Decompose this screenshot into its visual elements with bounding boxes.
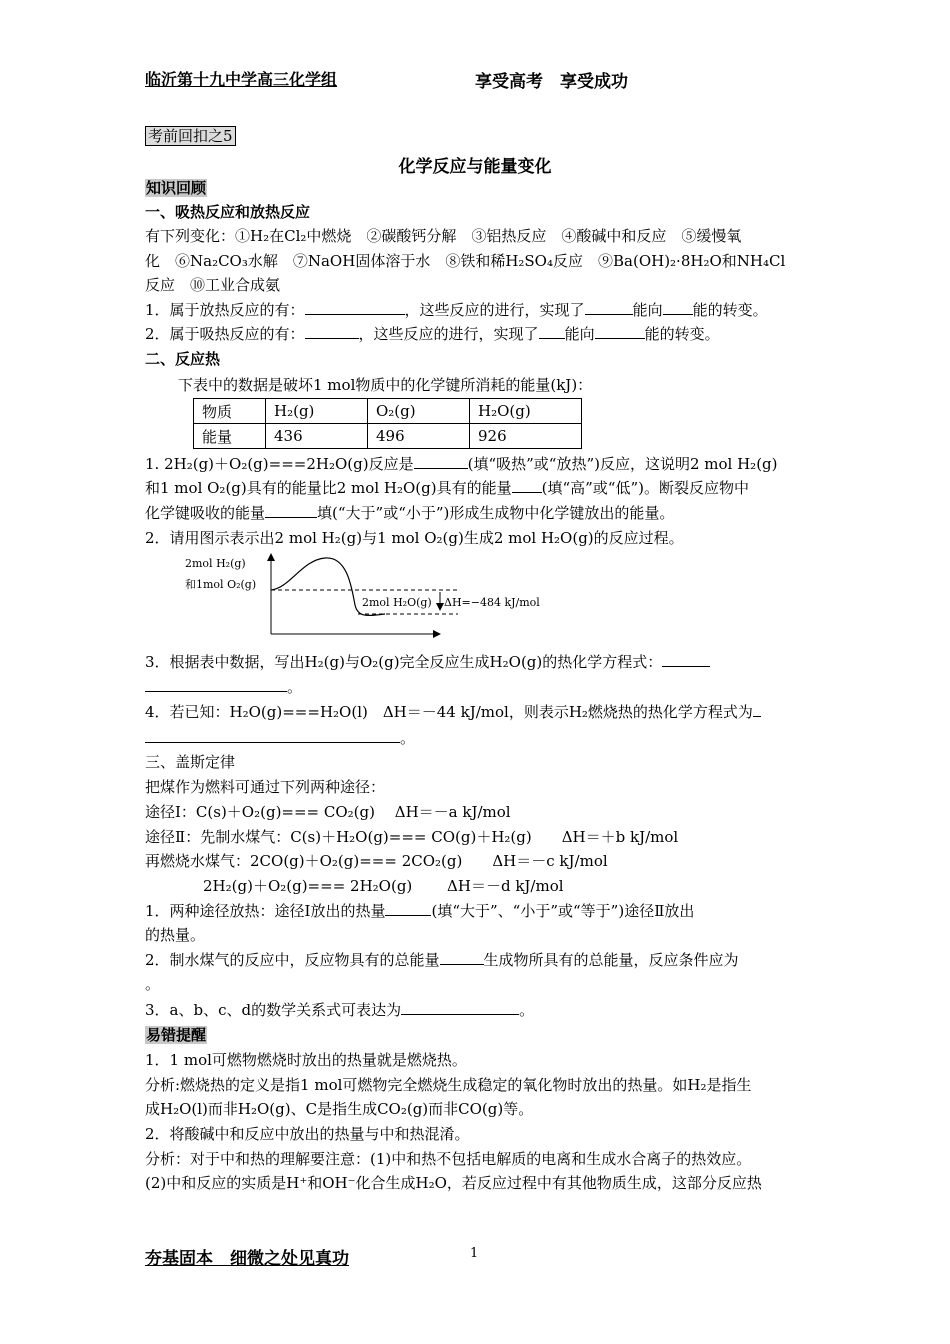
s3-route-1: 途径Ⅰ：C(s)＋O₂(g)=== CO₂(g) ΔH＝－a kJ/mol	[145, 803, 511, 821]
reactant-label-1: 2mol H₂(g)	[185, 557, 246, 570]
table-cell: H₂O(g)	[470, 399, 582, 424]
answer-blank[interactable]	[663, 298, 693, 315]
s1-heading: 一、吸热反应和放热反应	[145, 203, 311, 221]
error-2-analysis-1: 分析：对于中和热的理解要注意：(1)中和热不包括电解质的电离和生成水合离子的热效应。	[145, 1150, 752, 1168]
s3-question-3	[145, 998, 534, 1022]
reactant-label-2: 和1mol O₂(g)	[185, 578, 257, 591]
lesson-tag: 考前回扣之5	[145, 126, 236, 146]
q-text: ，这些反应的进行，实现了	[358, 325, 539, 343]
s2-question-1-line2	[145, 476, 749, 500]
page-title: 化学反应与能量变化	[398, 157, 552, 177]
error-2-analysis-2: (2)中和反应的实质是H⁺和OH⁻化合生成H₂O，若反应过程中有其他物质生成，这部分反应热	[145, 1174, 762, 1192]
error-1-analysis-1: 分析:燃烧热的定义是指1 mol可燃物完全燃烧生成稳定的氧化物时放出的热量。如H₂是指生	[145, 1076, 752, 1094]
s3-intro: 把煤作为燃料可通过下列两种途径：	[145, 778, 386, 796]
q-text: (填“吸热”或“放热”)反应，这说明2 mol H₂(g)	[467, 455, 778, 473]
s2-question-1-line3	[145, 501, 674, 525]
table-cell: H₂(g)	[266, 399, 368, 424]
q-text: 4．若已知：H₂O(g)===H₂O(l) ΔH＝－44 kJ/mol，则表示H₂燃烧热的热化学方程式为	[145, 703, 753, 721]
q-text: 1．属于放热反应的有：	[145, 301, 305, 319]
error-2: 2．将酸碱中和反应中放出的热量与中和热混淆。	[145, 1125, 470, 1143]
table-row	[194, 424, 582, 449]
energy-diagram	[180, 550, 560, 645]
table-header-row	[194, 399, 582, 424]
s2-question-4	[145, 700, 761, 724]
answer-blank[interactable]	[145, 675, 287, 692]
q-text: 2．属于吸热反应的有：	[145, 325, 305, 343]
section-tag-row-2	[145, 1023, 207, 1047]
slogan: 享受高考 享受成功	[475, 72, 628, 92]
section-tag-row-1	[145, 176, 207, 200]
answer-blank[interactable]	[662, 650, 710, 667]
page-number: 1	[470, 1246, 479, 1261]
delta-h-label: ΔH=−484 kJ/mol	[444, 596, 540, 609]
table-cell: 物质	[194, 399, 266, 424]
answer-blank[interactable]	[595, 322, 645, 339]
answer-blank[interactable]	[305, 298, 405, 315]
answer-blank[interactable]	[385, 899, 431, 916]
s2-question-2: 2．请用图示表示出2 mol H₂(g)与1 mol O₂(g)生成2 mol H₂O(g)的反应过程。	[145, 529, 684, 547]
q-text: (填“高”或“低”)。断裂反应物中	[541, 479, 749, 497]
q-text: 能向	[564, 325, 595, 343]
answer-blank[interactable]	[585, 298, 633, 315]
s1-question-1	[145, 298, 768, 322]
table-cell: 496	[368, 424, 470, 449]
q-text: 1. 2H₂(g)＋O₂(g)===2H₂O(g)反应是	[145, 455, 414, 473]
q-text: 2．制水煤气的反应中，反应物具有的总能量	[145, 951, 440, 969]
q-text: 3．a、b、c、d的数学关系式可表达为	[145, 1001, 402, 1019]
table-cell: 926	[470, 424, 582, 449]
answer-blank[interactable]	[512, 476, 542, 493]
table-cell: O₂(g)	[368, 399, 470, 424]
s1-intro-line3: 反应 ⑩工业合成氨	[145, 276, 281, 294]
s2-question-1-line1	[145, 452, 778, 476]
q-text: 填(“大于”或“小于”)形成生成物中化学键放出的能量。	[317, 504, 675, 522]
error-1: 1．1 mol可燃物燃烧时放出的热量就是燃烧热。	[145, 1051, 467, 1069]
s1-intro-line1: 有下列变化：①H₂在Cl₂中燃烧 ②碳酸钙分解 ③铝热反应 ④酸碱中和反应 ⑤缓慢氧	[145, 227, 742, 245]
q-text: 。	[519, 1001, 535, 1019]
q-text: 化学键吸收的能量	[145, 504, 266, 522]
table-cell: 436	[266, 424, 368, 449]
q-text: 。	[287, 678, 303, 696]
q-text: 1．两种途径放热：途径Ⅰ放出的热量	[145, 902, 386, 920]
q-text: 能的转变。	[644, 325, 720, 343]
s3-heading: 三、盖斯定律	[145, 753, 236, 771]
answer-blank[interactable]	[145, 726, 400, 743]
s2-question-4-cont	[145, 726, 415, 750]
error-1-analysis-2: 成H₂O(l)而非H₂O(g)、C是指生成CO₂(g)而非CO(g)等。	[145, 1100, 534, 1118]
q-text: 。	[400, 729, 416, 747]
q-text: 和1 mol O₂(g)具有的能量比2 mol H₂O(g)具有的能量	[145, 479, 512, 497]
s3-question-1-cont: 的热量。	[145, 926, 206, 944]
s2-heading: 二、反应热	[145, 350, 221, 368]
bond-energy-table	[193, 398, 582, 449]
s3-question-2	[145, 948, 739, 972]
s3-question-2-cont: 。	[145, 975, 161, 993]
section-tag-mistakes: 易错提醒	[146, 1026, 207, 1044]
q-text: 能向	[632, 301, 663, 319]
answer-blank[interactable]	[440, 948, 484, 965]
school-name: 临沂第十九中学高三化学组	[145, 70, 338, 89]
s1-intro-line2: 化 ⑥Na₂CO₃水解 ⑦NaOH固体溶于水 ⑧铁和稀H₂SO₄反应 ⑨Ba(OH)₂·8H₂O和NH₄Cl	[145, 252, 786, 270]
answer-blank[interactable]	[401, 998, 519, 1015]
footer-motto: 夯基固本 细微之处见真功	[145, 1249, 349, 1269]
s3-route-2b: 再燃烧水煤气：2CO(g)＋O₂(g)=== 2CO₂(g) ΔH＝－c kJ/mol	[145, 852, 608, 870]
lesson-tag-row	[145, 124, 236, 148]
s2-question-3	[145, 650, 710, 674]
answer-blank[interactable]	[265, 501, 317, 518]
s2-question-3-cont	[145, 675, 302, 699]
q-text: 能的转变。	[692, 301, 768, 319]
s3-route-2: 途径Ⅱ：先制水煤气：C(s)＋H₂O(g)=== CO(g)＋H₂(g) ΔH＝＋b kJ/mol	[145, 828, 679, 846]
q-text: 3．根据表中数据，写出H₂(g)与O₂(g)完全反应生成H₂O(g)的热化学方程式：	[145, 653, 663, 671]
answer-blank[interactable]	[753, 700, 761, 717]
s1-question-2	[145, 322, 720, 346]
table-cell: 能量	[194, 424, 266, 449]
answer-blank[interactable]	[414, 452, 468, 469]
answer-blank[interactable]	[305, 322, 359, 339]
product-label: 2mol H₂O(g)	[362, 596, 432, 609]
section-tag-knowledge: 知识回顾	[146, 179, 207, 197]
answer-blank[interactable]	[539, 322, 565, 339]
s2-intro: 下表中的数据是破坏1 mol物质中的化学键所消耗的能量(kJ)：	[178, 376, 593, 394]
q-text: ，这些反应的进行，实现了	[404, 301, 585, 319]
q-text: (填“大于”、“小于”或“等于”)途径Ⅱ放出	[431, 902, 695, 920]
s3-route-2c: 2H₂(g)＋O₂(g)=== 2H₂O(g) ΔH＝－d kJ/mol	[203, 877, 564, 895]
s3-question-1	[145, 899, 694, 923]
q-text: 生成物所具有的总能量，反应条件应为	[483, 951, 739, 969]
